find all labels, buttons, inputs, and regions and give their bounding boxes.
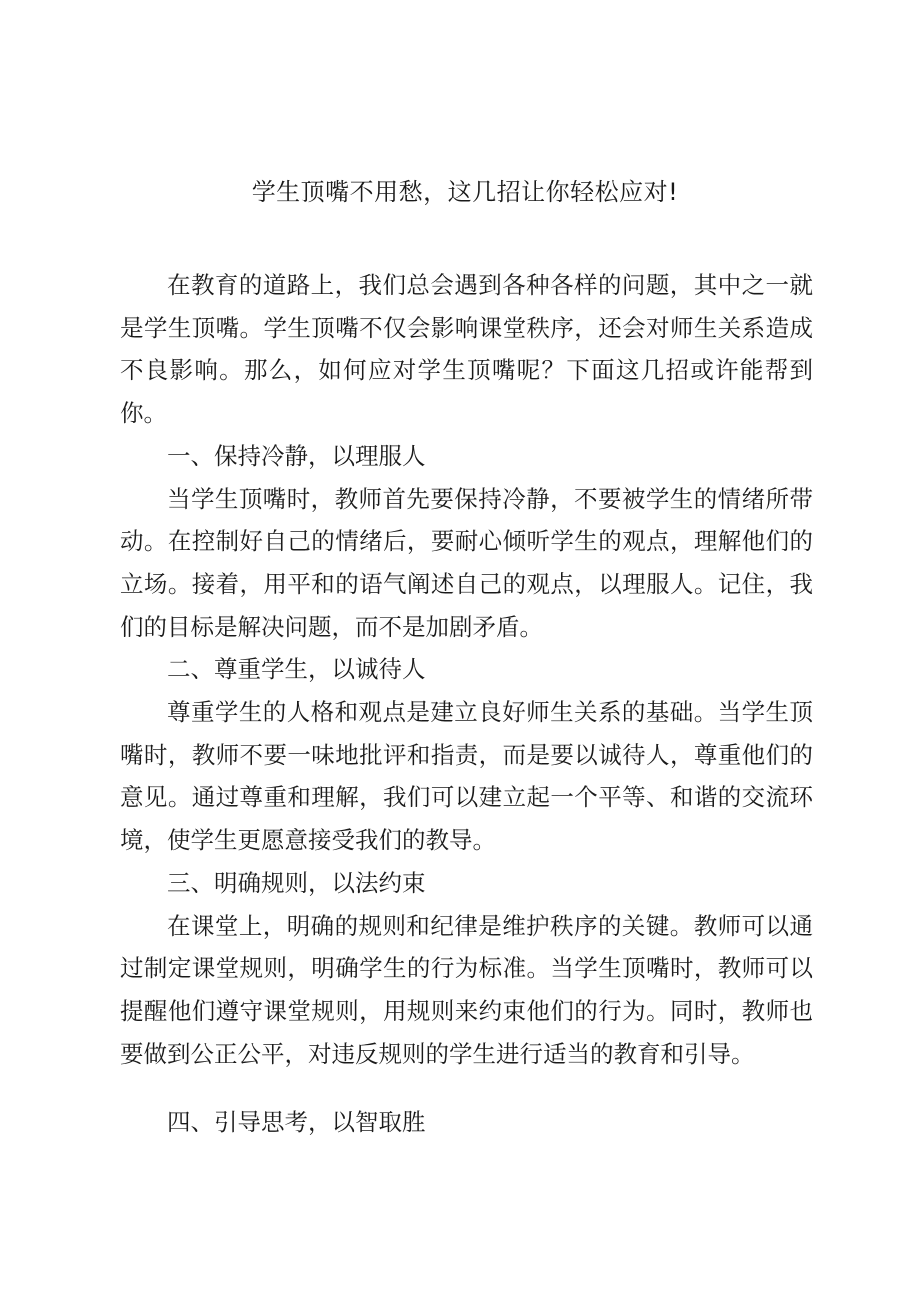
section-gap — [120, 1075, 813, 1101]
section-paragraph-1: 当学生顶嘴时，教师首先要保持冷静，不要被学生的情绪所带动。在控制好自己的情绪后，要耐心倾听学生的观点，理解他们的立场。接着，用平和的语气阐述自己的观点，以理服人。记住，我们的目标是解决问题，而不是加剧矛盾。 — [120, 484, 813, 641]
section-paragraph-2: 尊重学生的人格和观点是建立良好师生关系的基础。当学生顶嘴时，教师不要一味地批评和指责，而是要以诚待人，尊重他们的意见。通过尊重和理解，我们可以建立起一个平等、和谐的交流环境，使学生更愿意接受我们的教导。 — [120, 698, 813, 855]
section-heading-4: 四、引导思考，以智取胜 — [167, 1108, 426, 1137]
intro-paragraph: 在教育的道路上，我们总会遇到各种各样的问题，其中之一就是学生顶嘴。学生顶嘴不仅会影响课堂秩序，还会对师生关系造成不良影响。那么，如何应对学生顶嘴呢？下面这几招或许能帮到你。 — [120, 271, 813, 428]
section-heading-1: 一、保持冷静，以理服人 — [167, 441, 426, 470]
section-heading-3: 三、明确规则，以法约束 — [167, 868, 426, 897]
section-paragraph-3: 在课堂上，明确的规则和纪律是维护秩序的关键。教师可以通过制定课堂规则，明确学生的行为标准。当学生顶嘴时，教师可以提醒他们遵守课堂规则，用规则来约束他们的行为。同时，教师也要做到公正公平，对违反规则的学生进行适当的教育和引导。 — [120, 911, 813, 1068]
document-title: 学生顶嘴不用愁，这几招让你轻松应对! — [251, 178, 679, 206]
section-heading-2: 二、尊重学生，以诚待人 — [167, 655, 426, 684]
document-body — [120, 264, 813, 1144]
